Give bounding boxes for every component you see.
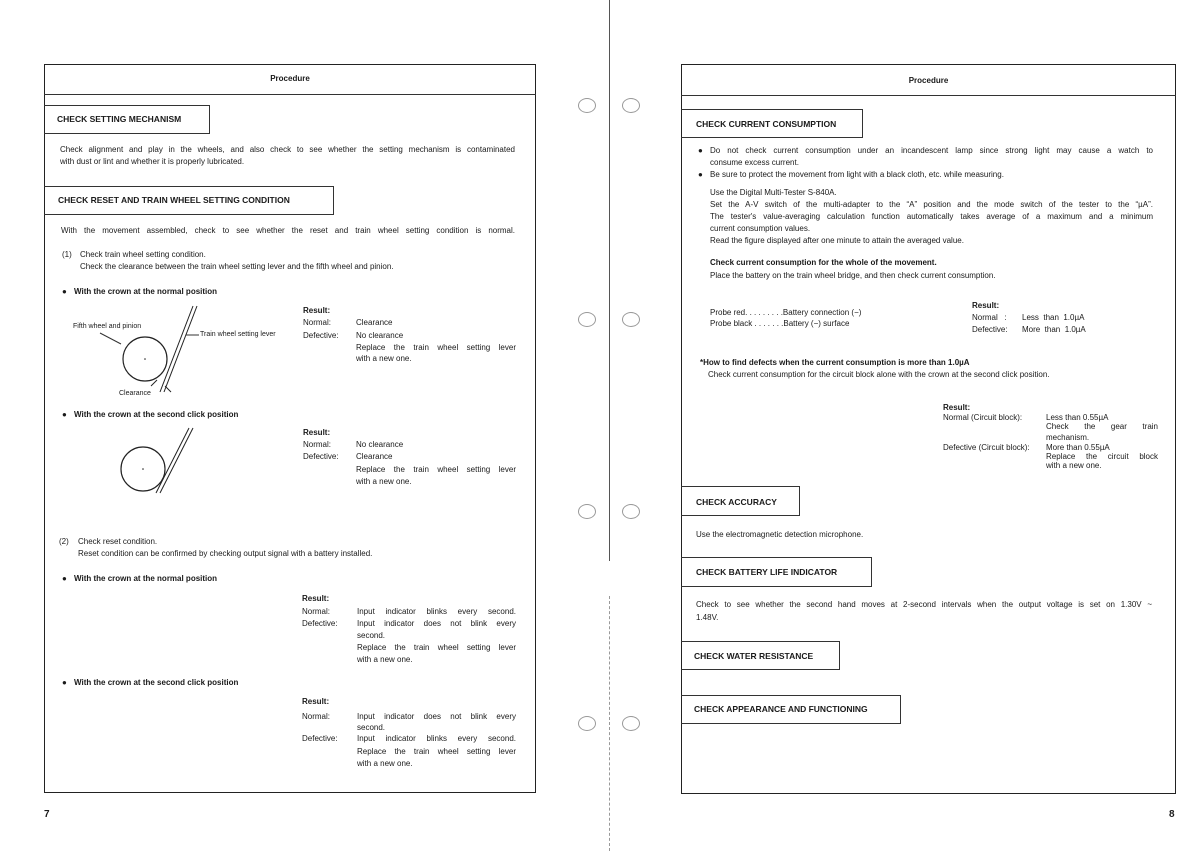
normal-value: Clearance [356,318,393,327]
result-label: Result: [303,428,331,437]
action-line: Replace the train wheel setting lever [357,643,516,652]
action-line: with a new one. [357,655,413,664]
defective-value: No clearance [356,331,404,340]
normal-value: Input indicator does not blink every [357,712,516,721]
normal-label: Normal: [302,607,331,616]
bullet-text: consume excess current. [710,158,799,167]
bullet-icon: ● [62,410,67,419]
diagram-label-lever: Train wheel setting lever [200,331,276,338]
lever-line [164,306,197,392]
paragraph-line: The tester's value-averaging calculation function automatically takes average of a maximum and a minimum [710,212,1153,221]
section-title: CHECK SETTING MECHANISM [57,114,182,124]
defective-value: with a new one. [1046,461,1102,470]
diagram-label-clearance: Clearance [119,390,151,397]
defective-value: More than 0.55µA [1046,443,1110,452]
normal-value: Input indicator blinks every second. [357,607,516,616]
subheading: *How to find defects when the current consumption is more than 1.0µA [700,358,970,367]
paragraph-line: Check current consumption for the circuit block alone with the crown at the second click position. [708,370,1050,379]
result-label: Result: [302,594,330,603]
binder-hole [578,312,596,327]
normal-label: Normal: [303,318,332,327]
step-number: (1) [62,250,72,259]
diagram-second-click-position [110,420,210,500]
defective-label: Defective (Circuit block): [943,443,1030,452]
paragraph-line: with dust or lint and whether it is properly lubricated. [60,157,245,166]
case-heading: With the crown at the normal position [74,287,218,296]
subheading: Check current consumption for the whole of the movement. [710,258,937,267]
page-number: 8 [1169,809,1175,820]
normal-value: Less than 0.55µA [1046,413,1109,422]
wheel-leader-line [100,333,121,344]
binder-hole [578,504,596,519]
binder-fold-line-dashed [609,596,610,851]
normal-label: Normal: [303,440,332,449]
case-heading: With the crown at the normal position [74,574,218,583]
defective-label: Defective: [972,325,1008,334]
paragraph-line: 1.48V. [696,613,719,622]
probe-red: Probe red. . . . . . . . .Battery connection (−) [710,308,862,317]
action-line: Replace the train wheel setting lever [357,747,516,756]
normal-value: Check the gear train [1046,422,1158,431]
probe-black: Probe black . . . . . . .Battery (−) surface [710,319,850,328]
binder-fold-line [609,0,610,561]
step-number: (2) [59,537,69,546]
case-heading: With the crown at the second click position [74,678,239,687]
right-page-header: Procedure [908,76,949,85]
section-title: CHECK BATTERY LIFE INDICATOR [696,567,838,577]
normal-value: second. [357,723,386,732]
section-title: CHECK CURRENT CONSUMPTION [696,119,837,129]
header-divider [44,94,536,95]
normal-label: Normal: [302,712,331,721]
action-line: with a new one. [356,477,412,486]
bullet-icon: ● [698,146,703,155]
result-label: Result: [302,697,330,706]
header-divider [681,95,1176,96]
diagram-normal-position [60,300,300,405]
lever-line [160,428,193,493]
action-line: with a new one. [357,759,413,768]
binder-hole [578,98,596,113]
left-page-header: Procedure [270,74,310,83]
section-title: CHECK WATER RESISTANCE [694,651,814,661]
result-label: Result: [943,403,971,412]
defective-value: Input indicator blinks every second. [357,734,516,743]
lever-line [156,428,189,493]
step-title: Check train wheel setting condition. [80,250,206,259]
step-text: Check the clearance between the train wheel setting lever and the fifth wheel and pinion. [80,262,394,271]
binder-hole [622,98,640,113]
bullet-text: Be sure to protect the movement from light with a black cloth, etc. while measuring. [710,170,1004,179]
binder-hole [622,312,640,327]
paragraph-line: Check alignment and play in the wheels, and also check to see whether the setting mechanism is contaminated [60,145,515,154]
normal-value: Less than 1.0µA [1022,313,1085,322]
defective-label: Defective: [302,734,338,743]
action-line: Replace the train wheel setting lever [356,343,516,352]
result-label: Result: [303,306,331,315]
bullet-icon: ● [62,574,67,583]
defective-label: Defective: [303,331,339,340]
bullet-icon: ● [698,170,703,179]
normal-value: No clearance [356,440,404,449]
diagram-label-wheel: Fifth wheel and pinion [73,323,142,330]
section-title: CHECK ACCURACY [696,497,777,507]
defective-label: Defective: [302,619,338,628]
paragraph-line: Use the electromagnetic detection microphone. [696,530,864,539]
action-line: with a new one. [356,354,412,363]
bullet-icon: ● [62,287,67,296]
step-text: Reset condition can be confirmed by checking output signal with a battery installed. [78,549,373,558]
paragraph-line: Set the A-V switch of the multi-adapter to the “A” position and the mode switch of the tester to the “µA”. [710,200,1153,209]
action-line: Replace the train wheel setting lever [356,465,516,474]
page-number: 7 [44,809,50,820]
result-label: Result: [972,301,1000,310]
normal-label: Normal (Circuit block): [943,413,1023,422]
section-title: CHECK APPEARANCE AND FUNCTIONING [694,704,868,714]
paragraph-line: Read the figure displayed after one minute to attain the averaged value. [710,236,964,245]
section-title: CHECK RESET AND TRAIN WHEEL SETTING CONDITION [58,195,290,205]
binder-hole [622,504,640,519]
defective-value: Replace the circuit block [1046,452,1158,461]
paragraph-line: Place the battery on the train wheel bridge, and then check current consumption. [710,271,996,280]
wheel-center-dot [142,468,144,470]
binder-hole [622,716,640,731]
defective-value: More than 1.0µA [1022,325,1086,334]
bullet-icon: ● [62,678,67,687]
defective-value: Clearance [356,452,393,461]
clearance-arrow [165,386,171,392]
bullet-text: Do not check current consumption under an incandescent lamp since strong light may cause a watch to [710,146,1153,155]
paragraph-line: Use the Digital Multi-Tester S-840A. [710,188,837,197]
wheel-center-dot [144,358,146,360]
step-title: Check reset condition. [78,537,158,546]
binder-hole [578,716,596,731]
paragraph-line: Check to see whether the second hand moves at 2-second intervals when the output voltage is set on 1.30V ~ [696,600,1152,609]
normal-value: mechanism. [1046,433,1090,442]
defective-value: second. [357,631,386,640]
normal-label: Normal : [972,313,1007,322]
paragraph-line: With the movement assembled, check to see whether the reset and train wheel setting condition is normal. [61,226,515,235]
case-heading: With the crown at the second click position [74,410,239,419]
clearance-arrow [151,380,157,386]
defective-value: Input indicator does not blink every [357,619,516,628]
defective-label: Defective: [303,452,339,461]
paragraph-line: current consumption values. [710,224,811,233]
